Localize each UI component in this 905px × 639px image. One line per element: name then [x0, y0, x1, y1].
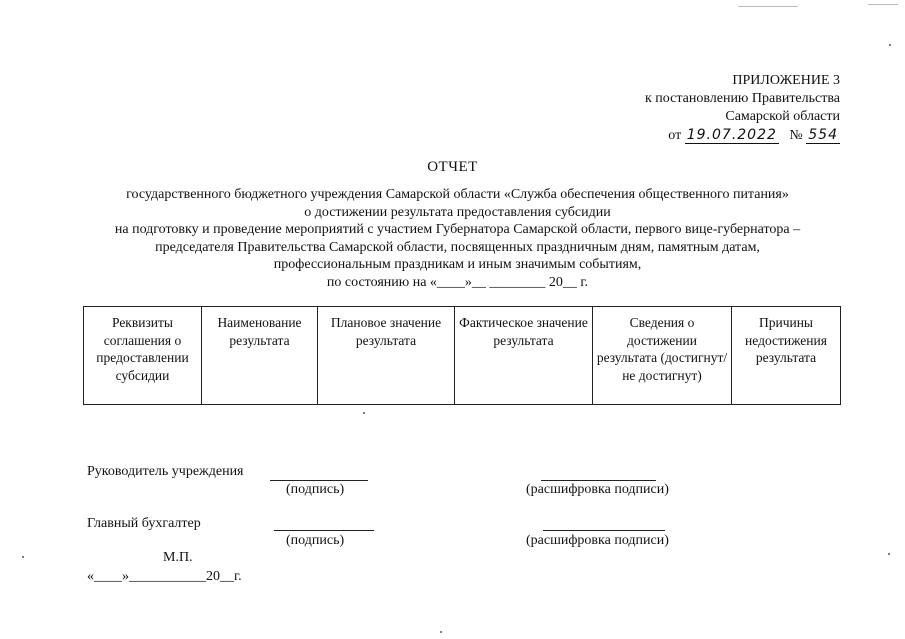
appendix-region: Самарской области	[725, 109, 840, 124]
report-table	[83, 306, 841, 405]
head-decode-line	[541, 480, 656, 481]
subtitle-line: председателя Правительства Самарской области, посвященных праздничным дням, памятным датам,	[155, 239, 760, 255]
subtitle-line: профессиональным праздникам и иным значимым событиям,	[273, 257, 642, 272]
report-subtitle	[70, 186, 845, 291]
header-agreement-details: Реквизиты соглашения о предоставлении субсидии	[84, 307, 202, 405]
table-header-row	[84, 307, 841, 405]
scan-speck	[889, 44, 891, 46]
accountant-signature-label: Главный бухгалтер	[87, 516, 201, 531]
header-failure-reasons: Причины недостижения результата	[732, 307, 841, 405]
scan-speck	[363, 412, 365, 414]
scan-speck	[440, 631, 442, 633]
head-signature-line	[270, 480, 368, 481]
scan-speck	[888, 553, 890, 555]
appendix-title: ПРИЛОЖЕНИЕ 3	[732, 73, 840, 88]
subtitle-line: о достижении результата предоставления субсидии	[304, 204, 611, 220]
scan-artifact	[868, 4, 898, 5]
decree-number: 554	[808, 127, 838, 143]
accountant-signature-caption: (подпись)	[286, 533, 345, 548]
subtitle-line: государственного бюджетного учреждения Самарской области «Служба обеспечения общественного питания»	[126, 187, 789, 202]
header-actual-value: Фактическое значение результата	[455, 307, 593, 405]
accountant-decode-caption: (расшифровка подписи)	[526, 533, 669, 548]
decree-date: 19.07.2022	[686, 127, 777, 143]
accountant-signature-line	[274, 530, 374, 531]
header-achievement-info: Сведения о достижении результата (достигнут/ не достигнут)	[593, 307, 732, 405]
accountant-decode-line	[543, 530, 665, 531]
subtitle-line: на подготовку и проведение мероприятий с участием Губернатора Самарской области, первого вице-губернатора –	[114, 222, 801, 237]
stamp-label: М.П.	[163, 550, 193, 565]
head-signature-label: Руководитель учреждения	[87, 464, 244, 479]
report-date-line: по состоянию на «____»__ ________ 20__ г.	[326, 274, 589, 290]
number-prefix: №	[789, 128, 803, 143]
appendix-reference: к постановлению Правительства	[644, 91, 840, 106]
header-planned-value: Плановое значение результата	[318, 307, 455, 405]
signing-date-line: «____»___________20__г.	[87, 569, 242, 584]
head-decode-caption: (расшифровка подписи)	[526, 482, 669, 497]
scan-artifact	[738, 6, 798, 7]
appendix-date-row	[560, 126, 840, 145]
head-signature-caption: (подпись)	[286, 482, 345, 497]
scan-speck	[22, 556, 24, 558]
header-result-name: Наименование результата	[202, 307, 318, 405]
report-title: ОТЧЕТ	[427, 159, 478, 175]
appendix-header	[560, 72, 840, 145]
date-prefix: от	[668, 128, 682, 143]
